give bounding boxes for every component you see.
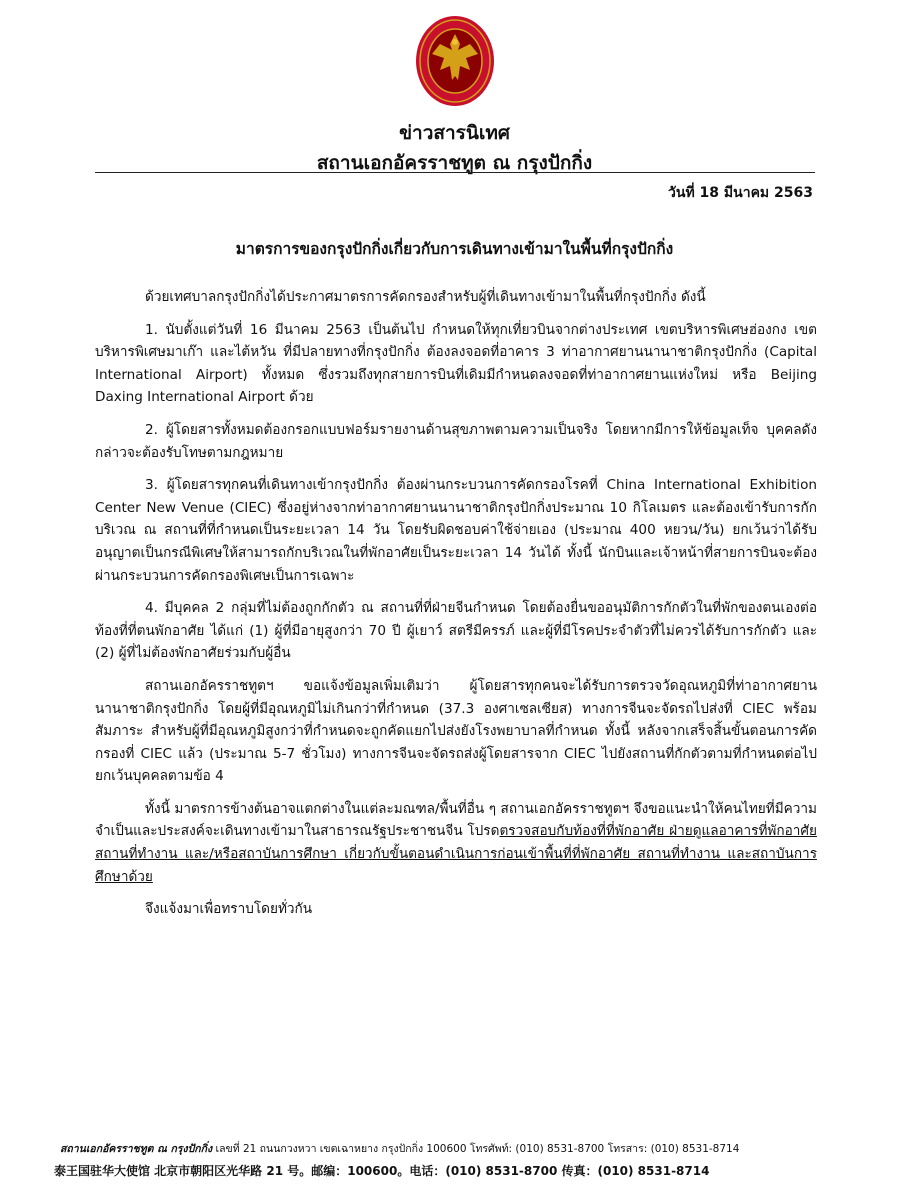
intro-paragraph: ด้วยเทศบาลกรุงปักกิ่งได้ประกาศมาตรการคัดกรองสำหรับผู้ที่เดินทางเข้ามาในพื้นที่กรุงปักกิ่ง ดังนี้ [145, 289, 706, 305]
footer-address-text: เลขที่ 21 ถนนกวงหวา เขตเฉาหยาง กรุงปักกิ่ง 100600 โทรศัพท์: (010) 8531-8700 โทรสาร: (010) 8531-8714 [215, 1143, 740, 1155]
advice-text: ทั้งนี้ มาตรการข้างต้นอาจแตกต่างในแต่ละมณฑล/พื้นที่อื่น ๆ สถานเอกอัครราชทูตฯ จึงขอแนะนำให้คนไทยที่มีความจำเป็นและประสงค์จะเดินทางเข้ามาในสาธารณรัฐประชาชนจีน โปรด [95, 800, 817, 840]
measure-4-paragraph: 4. มีบุคคล 2 กลุ่มที่ไม่ต้องถูกกักตัว ณ สถานที่ที่ฝ่ายจีนกำหนด โดยต้องยื่นขออนุมัติการกักตัวในที่พักของตนเองต่อท้องที่ที่ตนพักอาศัย ได้แก่ (1) ผู้ที่มีอายุสูงกว่า 70 ปี ผู้เยาว์ สตรีมีครรภ์ และผู้ที่มีโรคประจำตัวที่ไม่ควรได้รับการกักตัว และ (2) ผู้ที่ไม่ต้องพักอาศัยร่วมกับผู้อื่น [95, 600, 817, 662]
footer-thai-address [60, 1140, 739, 1157]
measure-1-paragraph: 1. นับตั้งแต่วันที่ 16 มีนาคม 2563 เป็นต้นไป กำหนดให้ทุกเที่ยวบินจากต่างประเทศ เขตบริหารพิเศษฮ่องกง เขตบริหารพิเศษมาเก๊า และไต้หวัน ที่มีปลายทางที่กรุงปักกิ่ง ต้องลงจอดที่อาคาร 3 ท่าอากาศยานนานาชาติกรุงปักกิ่ง (Capital International Airport) ทั้งหมด ซึ่งรวมถึงทุกสายการบินที่เดิมมีกำหนดลงจอดที่ท่าอากาศยานแห่งใหม่ หรือ Beijing Daxing International Airport ด้วย [95, 321, 817, 406]
measure-3-paragraph: 3. ผู้โดยสารทุกคนที่เดินทางเข้ากรุงปักกิ่ง ต้องผ่านกระบวนการคัดกรองโรคที่ China International Exhibition Center New Venue (CIEC) ซึ่งอยู่ห่างจากท่าอากาศยานนานาชาติกรุงปักกิ่งประมาณ 10 กิโลเมตร และต้องเข้ารับการกักบริเวณ ณ สถานที่ที่กำหนดเป็นระยะเวลา 14 วัน โดยรับผิดชอบค่าใช้จ่ายเอง (ประมาณ 400 หยวน/วัน) ยกเว้นว่าได้รับอนุญาตเป็นกรณีพิเศษให้สามารถกักบริเวณในที่พักอาศัยเป็นระยะเวลา 14 วันได้ ทั้งนี้ นักบินและเจ้าหน้าที่สายการบินจะต้องผ่านกระบวนการคัดกรองพิเศษเป็นการเฉพาะ [95, 477, 817, 584]
footer-org: สถานเอกอัครราชทูต ณ กรุงปักกิ่ง [60, 1143, 213, 1155]
document-date: วันที่ 18 มีนาคม 2563 [668, 185, 813, 201]
advice-underlined-text: ตรวจสอบกับท้องที่ที่พักอาศัย ฝ่ายดูแลอาคารที่พักอาศัย สถานที่ทำงาน และ/หรือสถาบันการศึกษา เกี่ยวกับขั้นตอนดำเนินการก่อนเข้าพื้นที่ที่พักอาศัย สถานที่ทำงาน และสถาบันการศึกษาด้วย [95, 823, 817, 885]
document-subject: มาตรการของกรุงปักกิ่งเกี่ยวกับการเดินทางเข้ามาในพื้นที่กรุงปักกิ่ง [235, 240, 674, 258]
measure-2-paragraph: 2. ผู้โดยสารทั้งหมดต้องกรอกแบบฟอร์มรายงานด้านสุขภาพตามความเป็นจริง โดยหากมีการให้ข้อมูลเท็จ บุคคลดังกล่าวจะต้องรับโทษตามกฎหมาย [95, 421, 817, 461]
embassy-emblem [414, 14, 496, 108]
garuda-emblem-icon [414, 14, 496, 108]
bulletin-title: ข่าวสารนิเทศ [399, 122, 510, 144]
footer-chinese-address: 泰王国驻华大使馆 北京市朝阳区光华路 21 号。邮编：100600。电话：(010) 8531-8700 传真：(010) 8531-8714 [54, 1164, 710, 1178]
closing-paragraph: จึงแจ้งมาเพื่อทราบโดยทั่วกัน [145, 901, 313, 918]
advice-paragraph [95, 798, 817, 888]
embassy-name: สถานเอกอัครราชทูต ณ กรุงปักกิ่ง [316, 152, 593, 174]
document-body [95, 286, 817, 931]
additional-info-paragraph: สถานเอกอัครราชทูตฯ ขอแจ้งข้อมูลเพิ่มเติมว่า ผู้โดยสารทุกคนจะได้รับการตรวจวัดอุณหภูมิที่ท่าอากาศยานนานาชาติกรุงปักกิ่ง โดยผู้ที่มีอุณหภูมิไม่เกินกว่าที่กำหนด (37.3 องศาเซลเซียส) ทางการจีนจะจัดรถไปส่งที่ CIEC พร้อมสัมภาระ สำหรับผู้ที่มีอุณหภูมิสูงกว่าที่กำหนดจะถูกคัดแยกไปส่งยังโรงพยาบาลที่กำหนด ทั้งนี้ หลังจากเสร็จสิ้นขั้นตอนการคัดกรองที่ CIEC แล้ว (ประมาณ 5-7 ชั่วโมง) ทางการจีนจะจัดรถส่งผู้โดยสารจาก CIEC ไปยังสถานที่กักตัวตามที่กำหนดต่อไป ยกเว้นบุคคลตามข้อ 4 [95, 677, 817, 785]
header-divider [95, 172, 815, 173]
